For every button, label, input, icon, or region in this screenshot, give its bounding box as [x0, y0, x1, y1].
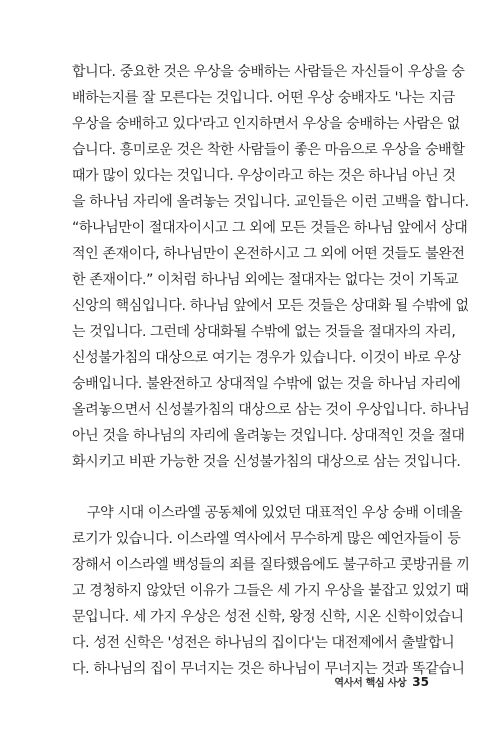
text-line: 화시키고 비판 가능한 것을 신성불가침의 대상으로 삼는 것입니다. — [72, 454, 461, 470]
text-line: 한 존재이다.” 이처럼 하나님 외에는 절대자는 없다는 것이 기독교 — [72, 272, 459, 288]
text-line: 장해서 이스라엘 백성들의 죄를 질타했음에도 불구하고 콧방귀를 끼 — [72, 557, 470, 573]
text-line: 적인 존재이다, 하나님만이 온전하시고 그 외에 어떤 것들도 불완전 — [72, 246, 465, 262]
text-line: 로기가 있습니다. 이스라엘 역사에서 무수하게 많은 예언자들이 등 — [72, 531, 461, 547]
text-line: 때가 많이 있다는 것입니다. 우상이라고 하는 것은 하나님 아닌 것 — [72, 168, 456, 184]
text-line: 구약 시대 이스라엘 공동체에 있었던 대표적인 우상 숭배 이데올 — [87, 505, 463, 521]
text-line: 신성불가침의 대상으로 여기는 경우가 있습니다. 이것이 바로 우상 — [72, 350, 461, 366]
text-line: 아닌 것을 하나님의 자리에 올려놓는 것입니다. 상대적인 것을 절대 — [72, 428, 465, 444]
page-number: 35 — [412, 675, 429, 689]
page-footer — [334, 674, 429, 694]
text-line: 올려놓으면서 신성불가침의 대상으로 삼는 것이 우상입니다. 하나님 — [72, 402, 470, 418]
text-line: 다. 하나님의 집이 무너지는 것은 하나님이 무너지는 것과 똑같습니 — [72, 661, 465, 677]
text-line: 합니다. 중요한 것은 우상을 숭배하는 사람들은 자신들이 우상을 숭 — [72, 64, 465, 80]
text-line: 고 경청하지 않았던 이유가 그들은 세 가지 우상을 붙잡고 있었기 때 — [72, 583, 469, 599]
text-line: 배하는지를 잘 모른다는 것입니다. 어떤 우상 숭배자도 '나는 지금 — [72, 90, 455, 106]
text-line: 다. 성전 신학은 '성전은 하나님의 집이다'는 대전제에서 출발합니 — [72, 635, 455, 651]
text-line: 습니다. 흥미로운 것은 착한 사람들이 좋은 마음으로 우상을 숭배할 — [72, 142, 465, 158]
text-line: 숭배입니다. 불완전하고 상대적일 수밖에 없는 것을 하나님 자리에 — [72, 376, 461, 392]
text-line: 신앙의 핵심입니다. 하나님 앞에서 모든 것들은 상대화 될 수밖에 없 — [72, 298, 469, 314]
text-line: “하나님만이 절대자이시고 그 외에 모든 것들은 하나님 앞에서 상대 — [72, 220, 468, 236]
text-line: 을 하나님 자리에 올려놓는 것입니다. 교인들은 이런 고백을 합니다. — [72, 194, 469, 210]
text-line: 는 것입니다. 그런데 상대화될 수밖에 없는 것들을 절대자의 자리, — [72, 324, 456, 340]
running-title: 역사서 핵심 사상 — [334, 678, 407, 689]
text-line: 우상을 숭배하고 있다'라고 인지하면서 우상을 숭배하는 사람은 없 — [72, 116, 460, 132]
text-line: 문입니다. 세 가지 우상은 성전 신학, 왕정 신학, 시온 신학이었습니 — [72, 609, 464, 625]
